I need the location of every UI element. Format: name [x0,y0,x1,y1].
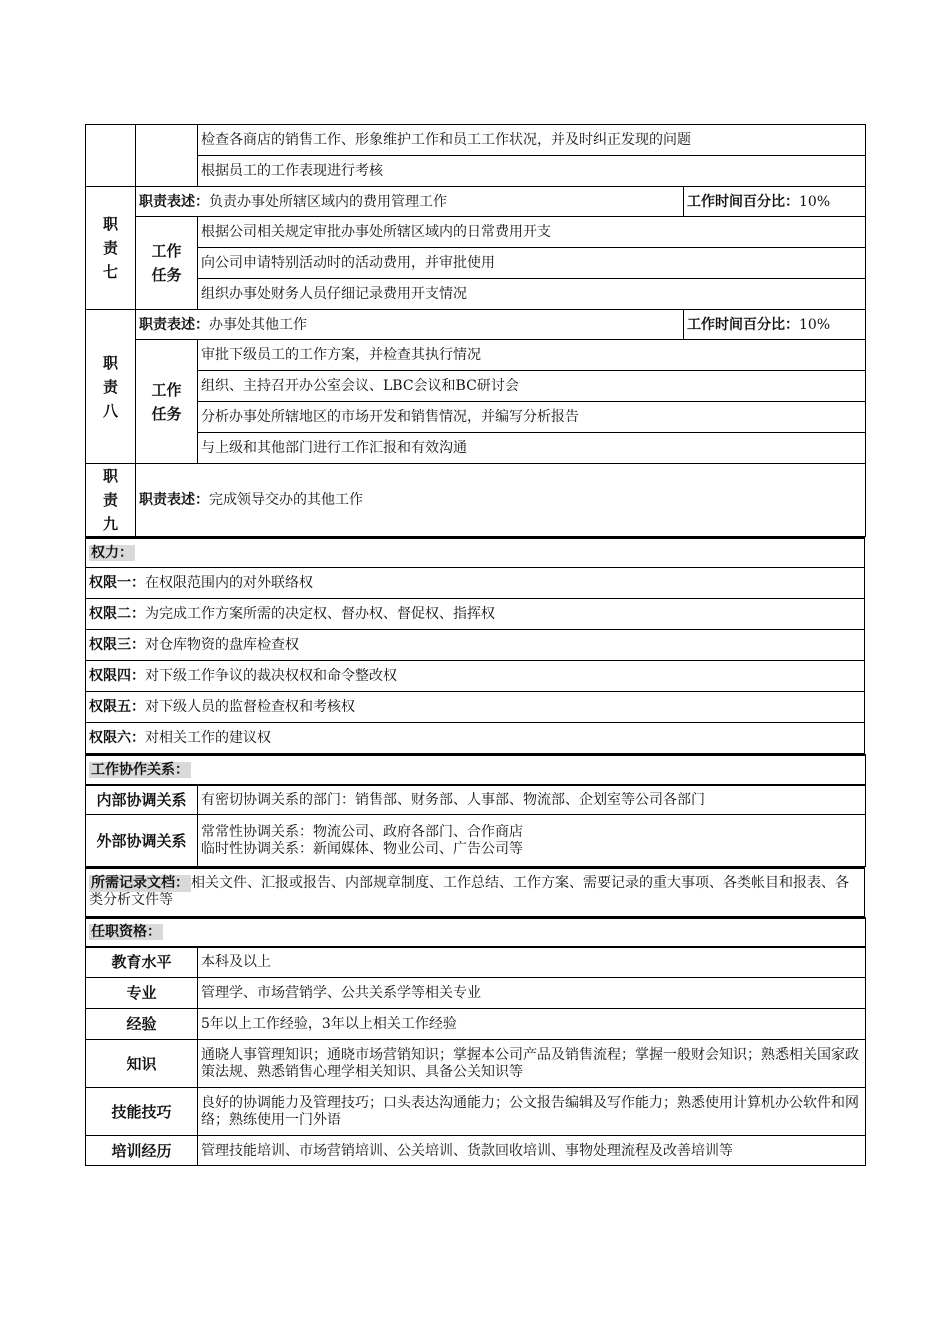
records-row [86,868,865,916]
qualification-title-cell [86,918,866,947]
duty7-percentage: 工作时间百分比：10% [684,187,866,217]
duty-prev-label-cell [86,125,136,187]
power-header-row [86,538,865,567]
external-label: 外部协调关系 [86,815,198,867]
task-item: 向公司申请特别活动时的活动费用，并审批使用 [198,248,866,279]
task-item: 根据公司相关规定审批办事处所辖区域内的日常费用开支 [198,217,866,248]
duty7-task-row [86,217,866,248]
power-item: 权限五：对下级人员的监督检查权和考核权 [86,691,865,722]
power-item: 权限一：在权限范围内的对外联络权 [86,567,865,598]
qualification-row [86,1009,866,1040]
task-item: 检查各商店的销售工作、形象维护工作和员工工作状况，并及时纠正发现的问题 [198,125,866,156]
power-row [86,598,865,629]
duties-table [85,124,866,537]
qualification-row [86,1088,866,1136]
qualification-row [86,1040,866,1088]
duty9-description: 职责表述：完成领导交办的其他工作 [136,464,866,537]
qualification-row [86,978,866,1009]
duty7-task-row [86,248,866,279]
qualification-label: 教育水平 [86,947,198,978]
duty8-task-row [86,340,866,371]
qualification-text: 管理学、市场营销学、公共关系学等相关专业 [198,978,866,1009]
duty8-task-label: 工作 任务 [136,340,198,464]
duty-prev-task-row [86,125,866,156]
duty7-description: 职责表述：负责办事处所辖区域内的费用管理工作 [136,187,684,217]
internal-label: 内部协调关系 [86,785,198,815]
duty7-label: 职 责 七 [86,187,136,310]
records-text: 相关文件、汇报或报告、内部规章制度、工作总结、工作方案、需要记录的重大事项、各类帐目和报表、各类分析文件等 [89,875,849,909]
cooperation-header-row [86,755,866,785]
duty8-label: 职 责 八 [86,310,136,464]
cooperation-title: 工作协作关系： [91,761,189,778]
qualification-row [86,1136,866,1166]
duty8-description: 职责表述：办事处其他工作 [136,310,684,340]
duty8-desc-row [86,310,866,340]
power-row [86,722,865,753]
qualification-title: 任职资格： [91,924,161,940]
duty8-task-row [86,402,866,433]
records-label: 所需记录文档： [91,875,189,892]
power-table [85,537,865,754]
task-item: 组织、主持召开办公室会议、LBC会议和BC研讨会 [198,371,866,402]
cooperation-title-cell [86,755,866,785]
qualification-label: 知识 [86,1040,198,1088]
qualification-table [85,917,866,1167]
duty7-task-row [86,279,866,310]
qualification-text: 通晓人事管理知识；通晓市场营销知识；掌握本公司产品及销售流程；掌握一般财会知识；熟悉相关国家政策法规、熟悉销售心理学相关知识、具备公关知识等 [198,1040,866,1088]
internal-row [86,785,866,815]
external-text: 常常性协调关系：物流公司、政府各部门、合作商店 临时性协调关系：新闻媒体、物业公司、广告公司等 [198,815,866,867]
power-item: 权限四：对下级工作争议的裁决权权和命令整改权 [86,660,865,691]
task-item: 分析办事处所辖地区的市场开发和销售情况，并编写分析报告 [198,402,866,433]
duty-prev-task-row [86,156,866,187]
qualification-text: 5年以上工作经验，3年以上相关工作经验 [198,1009,866,1040]
qualification-row [86,947,866,978]
qualification-text: 本科及以上 [198,947,866,978]
external-row [86,815,866,867]
duty8-task-row [86,371,866,402]
power-title: 权力： [91,544,133,561]
qualification-label: 培训经历 [86,1136,198,1166]
power-row [86,691,865,722]
qualification-label: 专业 [86,978,198,1009]
power-row [86,629,865,660]
qualification-label: 技能技巧 [86,1088,198,1136]
task-item: 组织办事处财务人员仔细记录费用开支情况 [198,279,866,310]
job-description-sheet [85,124,865,1166]
qualification-text: 良好的协调能力及管理技巧；口头表达沟通能力；公文报告编辑及写作能力；熟悉使用计算机办公软件和网络；熟练使用一门外语 [198,1088,866,1136]
qualification-header-row [86,918,866,947]
duty8-task-row [86,433,866,464]
records-table [85,867,865,917]
cooperation-table [85,754,866,868]
power-item: 权限三：对仓库物资的盘库检查权 [86,629,865,660]
power-title-cell [86,538,865,567]
task-item: 审批下级员工的工作方案，并检查其执行情况 [198,340,866,371]
task-item: 根据员工的工作表现进行考核 [198,156,866,187]
duty7-task-label: 工作 任务 [136,217,198,310]
records-cell [86,868,865,916]
duty-prev-task-label-cell [136,125,198,187]
duty9-row [86,464,866,537]
power-row [86,660,865,691]
power-item: 权限六：对相关工作的建议权 [86,722,865,753]
duty8-percentage: 工作时间百分比：10% [684,310,866,340]
task-item: 与上级和其他部门进行工作汇报和有效沟通 [198,433,866,464]
duty9-label: 职 责 九 [86,464,136,537]
qualification-label: 经验 [86,1009,198,1040]
internal-text: 有密切协调关系的部门：销售部、财务部、人事部、物流部、企划室等公司各部门 [198,785,866,815]
power-row [86,567,865,598]
power-item: 权限二：为完成工作方案所需的决定权、督办权、督促权、指挥权 [86,598,865,629]
qualification-text: 管理技能培训、市场营销培训、公关培训、货款回收培训、事物处理流程及改善培训等 [198,1136,866,1166]
duty7-desc-row [86,187,866,217]
